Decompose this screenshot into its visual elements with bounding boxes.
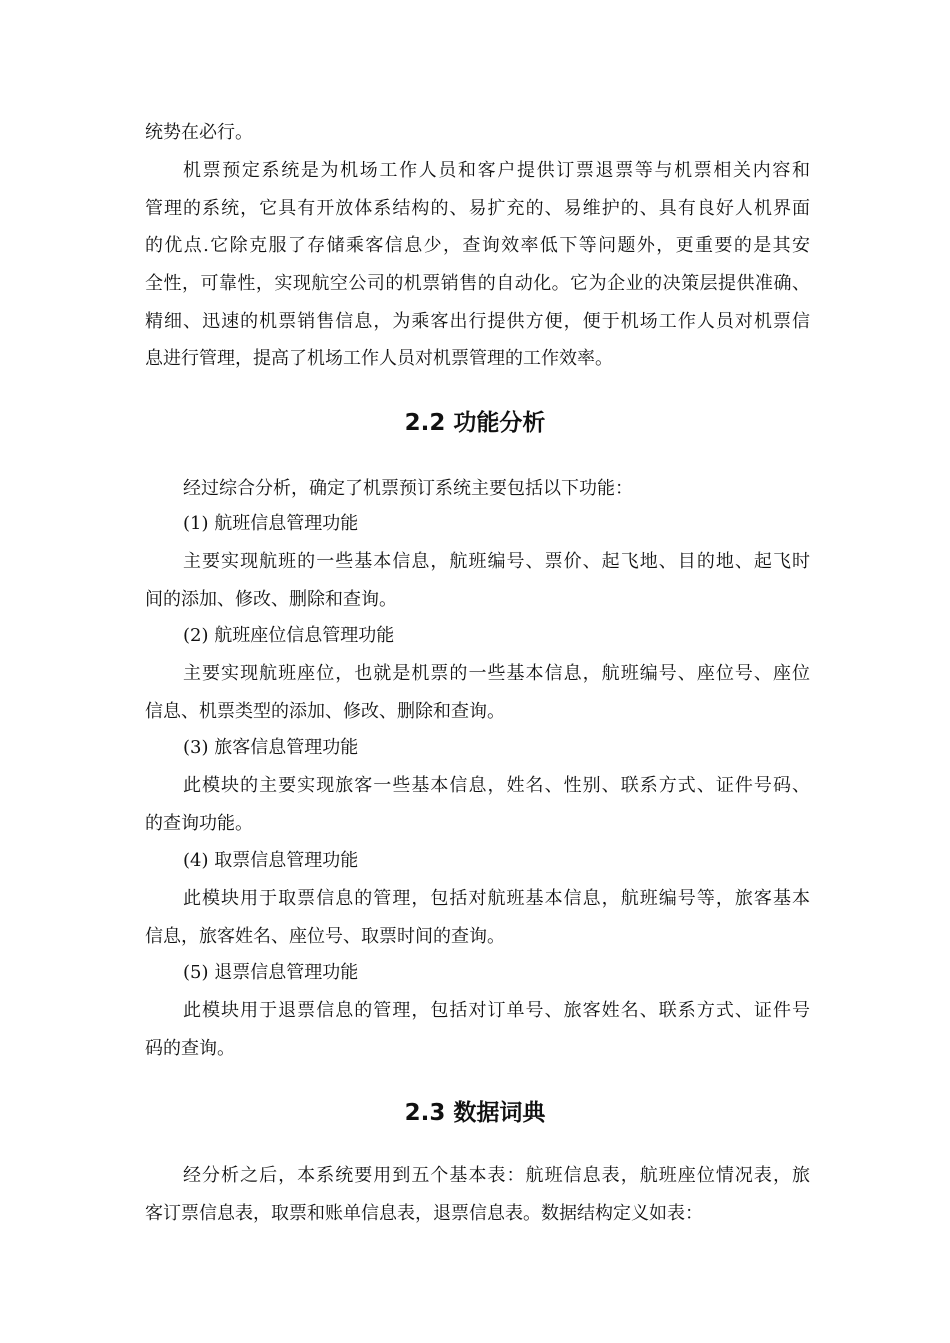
function-item-title: (3) 旅客信息管理功能 [183, 737, 359, 758]
intro-paragraph-line: 息进行管理，提高了机场工作人员对机票管理的工作效率。 [145, 348, 613, 369]
intro-paragraph-line: 全性，可靠性，实现航空公司的机票销售的自动化。它为企业的决策层提供准确、 [145, 273, 810, 294]
function-item-title: (5) 退票信息管理功能 [183, 962, 359, 983]
function-item-desc: 信息、机票类型的添加、修改、删除和查询。 [145, 701, 505, 722]
intro-paragraph-line: 精细、迅速的机票销售信息，为乘客出行提供方便，便于机场工作人员对机票信 [145, 311, 810, 332]
function-item-desc: 主要实现航班的一些基本信息，航班编号、票价、起飞地、目的地、起飞时 [183, 551, 810, 572]
intro-paragraph-line: 管理的系统，它具有开放体系结构的、易扩充的、易维护的、具有良好人机界面 [145, 198, 810, 219]
data-dictionary-paragraph-line: 经分析之后，本系统要用到五个基本表：航班信息表，航班座位情况表，旅 [183, 1165, 810, 1186]
function-item-desc: 此模块用于取票信息的管理，包括对航班基本信息，航班编号等，旅客基本 [183, 888, 810, 909]
function-item-desc: 的查询功能。 [145, 813, 253, 834]
intro-first-line: 统势在必行。 [145, 122, 253, 143]
section-heading-2-2: 2.2 功能分析 [404, 410, 546, 436]
function-item-title: (4) 取票信息管理功能 [183, 850, 359, 871]
section-lead: 经过综合分析，确定了机票预订系统主要包括以下功能： [183, 478, 633, 499]
function-item-desc: 码的查询。 [145, 1038, 235, 1059]
function-item-desc: 信息，旅客姓名、座位号、取票时间的查询。 [145, 926, 505, 947]
function-item-title: (1) 航班信息管理功能 [183, 513, 359, 534]
function-item-desc: 此模块用于退票信息的管理，包括对订单号、旅客姓名、联系方式、证件号 [183, 1000, 810, 1021]
intro-paragraph-line: 机票预定系统是为机场工作人员和客户提供订票退票等与机票相关内容和 [183, 160, 810, 181]
function-item-desc: 此模块的主要实现旅客一些基本信息，姓名、性别、联系方式、证件号码、 [183, 775, 810, 796]
function-item-desc: 间的添加、修改、删除和查询。 [145, 589, 397, 610]
section-heading-2-3: 2.3 数据词典 [404, 1100, 546, 1126]
intro-paragraph-line: 的优点.它除克服了存储乘客信息少，查询效率低下等问题外，更重要的是其安 [145, 235, 810, 256]
data-dictionary-paragraph-line: 客订票信息表，取票和账单信息表，退票信息表。数据结构定义如表： [145, 1203, 703, 1224]
function-item-title: (2) 航班座位信息管理功能 [183, 625, 395, 646]
function-item-desc: 主要实现航班座位，也就是机票的一些基本信息，航班编号、座位号、座位 [183, 663, 810, 684]
